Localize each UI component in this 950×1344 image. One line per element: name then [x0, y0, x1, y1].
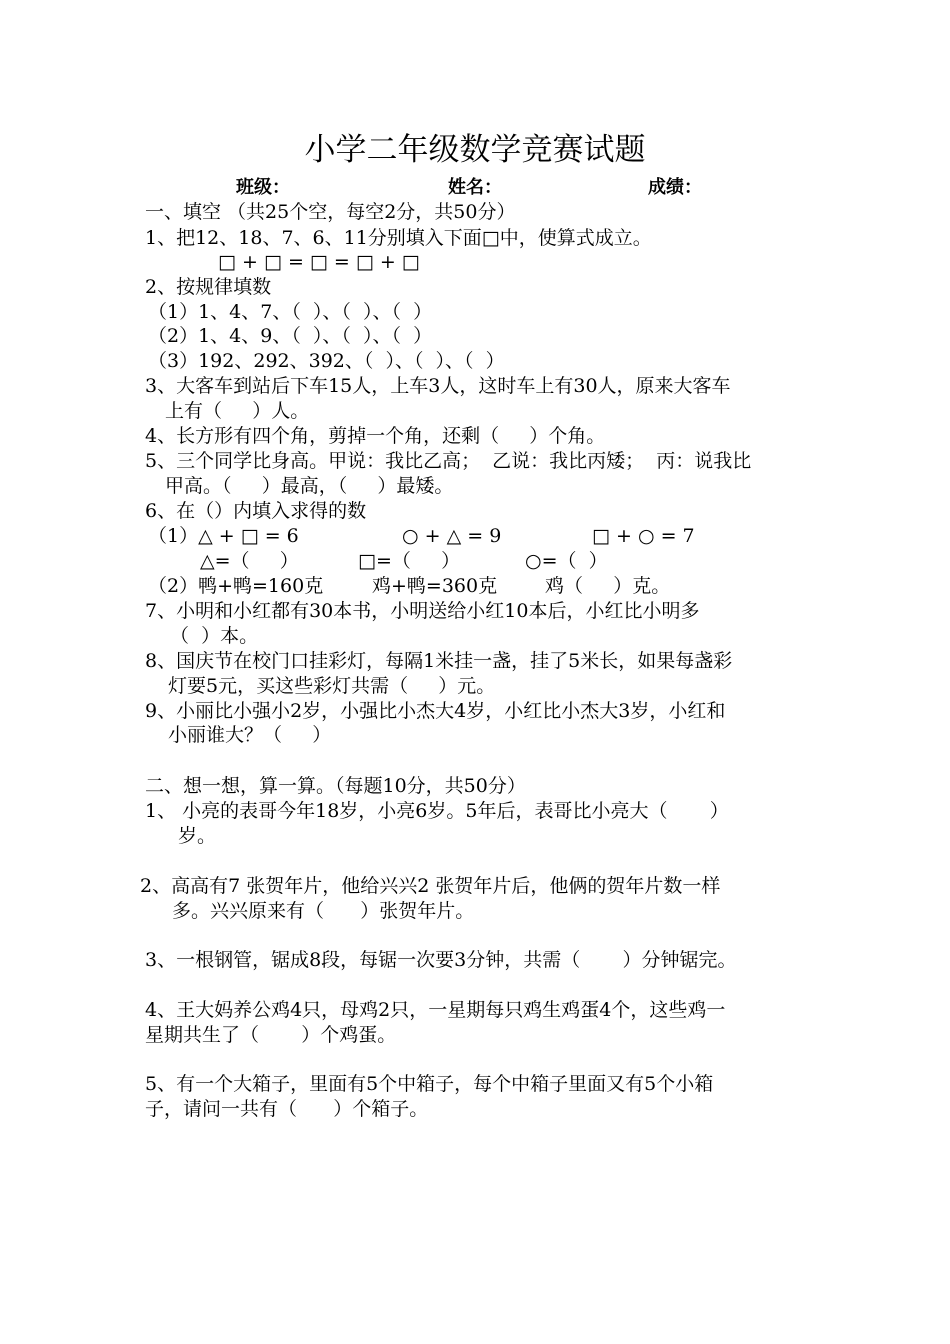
name-label: 姓名：	[448, 177, 502, 198]
square-answer: □=（ ）	[358, 550, 461, 572]
question-1: 1、把12、18、7、6、11分别填入下面□中，使算式成立。	[145, 227, 652, 249]
question-8-line-1: 8、国庆节在校门口挂彩灯，每隔1米挂一盏，挂了5米长，如果每盏彩	[145, 650, 733, 672]
question-7-line-1: 7、小明和小红都有30本书，小明送给小红10本后，小红比小明多	[145, 600, 700, 622]
section-2-heading: 二、想一想，算一算。（每题10分，共50分）	[145, 775, 526, 797]
question-6-eq-3: □ + ○ = 7	[592, 525, 695, 547]
question-2: 2、按规律填数	[145, 276, 272, 298]
question-7-line-2: （ ）本。	[170, 625, 259, 647]
question-3-line-1: 3、大客车到站后下车15人，上车3人，这时车上有30人，原来大客车	[145, 375, 731, 397]
section-1-heading: 一、填空 （共25个空，每空2分，共50分）	[145, 201, 516, 223]
question-2-part-1: （1）1、4、7、（ ）、（ ）、（ ）	[148, 301, 433, 323]
question-9-line-1: 9、小丽比小强小2岁，小强比小杰大4岁，小红比小杰大3岁，小红和	[145, 700, 726, 722]
problem-4-line-2: 星期共生了（ ）个鸡蛋。	[145, 1024, 397, 1046]
question-4: 4、长方形有四个角，剪掉一个角，还剩（ ）个角。	[145, 425, 606, 447]
question-6-part-2-b: 鸡+鸭=360克	[372, 575, 498, 597]
question-9-line-2: 小丽谁大？（ ）	[168, 724, 332, 746]
problem-1-line-1: 1、 小亮的表哥今年18岁，小亮6岁。5年后，表哥比小亮大（ ）	[145, 800, 729, 822]
triangle-answer: △=（ ）	[200, 550, 299, 572]
question-1-equation: □ + □ = □ = □ + □	[218, 251, 420, 273]
problem-5-line-2: 子，请问一共有（ ）个箱子。	[145, 1098, 429, 1120]
problem-1-line-2: 岁。	[178, 825, 217, 847]
question-6: 6、在（）内填入求得的数	[145, 500, 367, 522]
class-label: 班级：	[236, 177, 290, 198]
question-3-line-2: 上有（ ）人。	[165, 400, 310, 422]
question-2-part-3: （3）192、292、392、（ ）、（ ）、（ ）	[148, 350, 505, 372]
question-6-part-2-a: （2）鸭+鸭=160克	[148, 575, 324, 597]
question-6-eq-2: ○ + △ = 9	[402, 525, 502, 547]
problem-4-line-1: 4、王大妈养公鸡4只，母鸡2只，一星期每只鸡生鸡蛋4个，这些鸡一	[145, 999, 726, 1021]
question-6-part-2-c: 鸡（ ）克。	[545, 575, 671, 597]
page-title: 小学二年级数学竞赛试题	[304, 132, 646, 168]
question-6-eq-1: （1）△ + □ = 6	[148, 525, 299, 547]
circle-answer: ○=（ ）	[525, 550, 608, 572]
score-label: 成绩：	[648, 177, 702, 198]
question-5-line-1: 5、三个同学比身高。甲说：我比乙高； 乙说：我比丙矮； 丙：说我比	[145, 450, 752, 472]
question-8-line-2: 灯要5元，买这些彩灯共需（ ）元。	[168, 675, 496, 697]
problem-2-line-1: 2、高高有7 张贺年片，他给兴兴2 张贺年片后，他俩的贺年片数一样	[140, 875, 721, 897]
question-5-line-2: 甲高。（ ）最高，（ ）最矮。	[165, 475, 454, 497]
question-2-part-2: （2）1、4、9、（ ）、（ ）、（ ）	[148, 325, 433, 347]
problem-5-line-1: 5、有一个大箱子，里面有5个中箱子，每个中箱子里面又有5个小箱	[145, 1073, 714, 1095]
problem-3: 3、一根钢管，锯成8段，每锯一次要3分钟，共需（ ）分钟锯完。	[145, 949, 737, 971]
problem-2-line-2: 多。兴兴原来有（ ）张贺年片。	[172, 900, 475, 922]
